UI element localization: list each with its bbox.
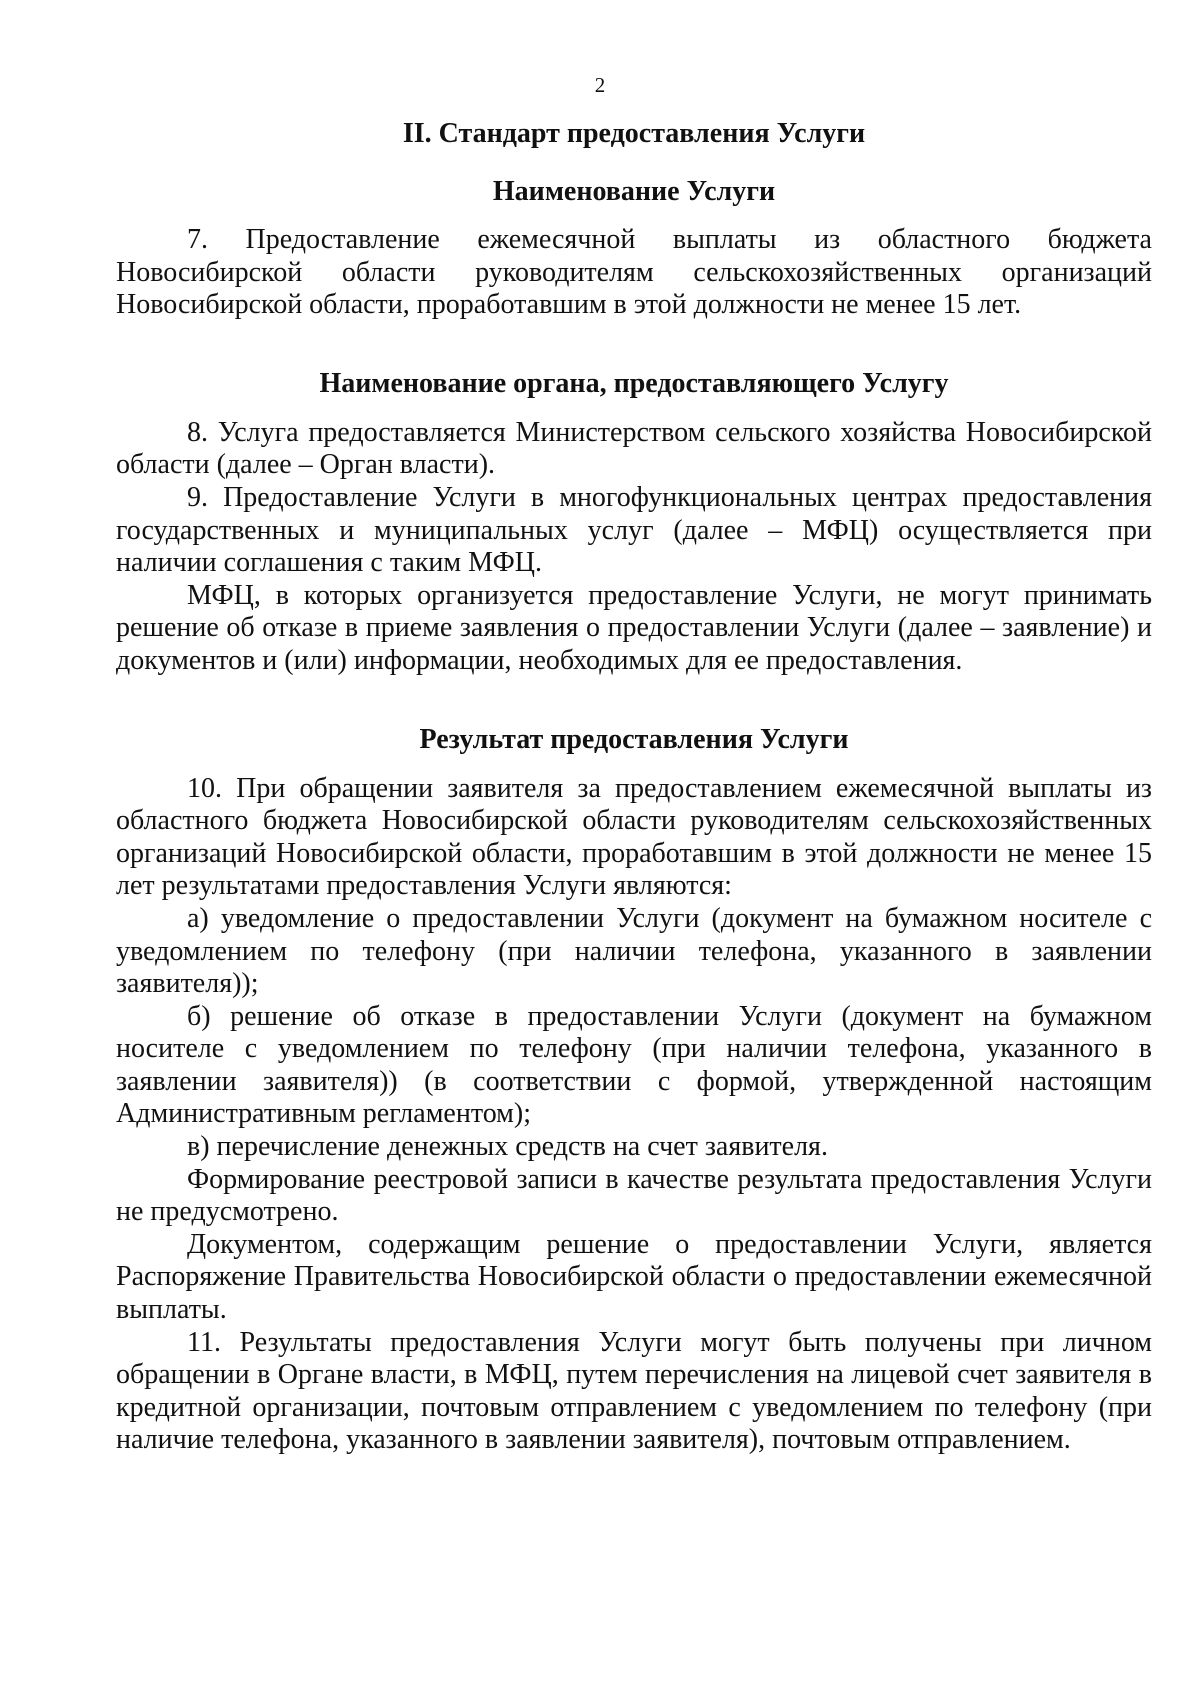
document-body: [116, 118, 1152, 1457]
paragraph-10-c: в) перечисление денежных средств на счет заявителя.: [187, 1131, 828, 1163]
paragraph-9: 9. Предоставление Услуги в многофункциональных центрах предоставления государственных и муниципальных услуг (далее – МФЦ) осуществляется при наличии соглашения с таким МФЦ.: [116, 481, 1152, 579]
paragraph-7: 7. Предоставление ежемесячной выплаты из областного бюджета Новосибирской области руководителям сельскохозяйственных организаций Новосибирской области, проработавшим в этой должности не менее 15 лет.: [116, 224, 1152, 321]
paragraph-10-b: б) решение об отказе в предоставлении Услуги (документ на бумажном носителе с уведомлением по телефону (при наличии телефона, указанного в заявлении заявителя)) (в соответствии с формой, утвержденной настоящим Административным регламентом);: [116, 1000, 1152, 1130]
section-title: II. Стандарт предоставления Услуги: [402, 118, 866, 149]
heading-service-authority: Наименование органа, предоставляющего Услугу: [319, 367, 949, 399]
paragraph-8: 8. Услуга предоставляется Министерством сельского хозяйства Новосибирской области (далее – Орган власти).: [116, 416, 1152, 481]
heading-service-name: Наименование Услуги: [492, 176, 776, 207]
paragraph-registry-record: Формирование реестровой записи в качестве результата предоставления Услуги не предусмотрено.: [116, 1163, 1152, 1228]
heading-service-result: Результат предоставления Услуги: [419, 723, 849, 755]
paragraph-10: 10. При обращении заявителя за предоставлением ежемесячной выплаты из областного бюджета Новосибирской области руководителям сельскохозяйственных организаций Новосибирской области, проработавшим в этой должности не менее 15 лет результатами предоставления Услуги являются:: [116, 772, 1152, 902]
paragraph-11: 11. Результаты предоставления Услуги могут быть получены при личном обращении в Органе власти, в МФЦ, путем перечисления на лицевой счет заявителя в кредитной организации, почтовым отправлением с уведомлением по телефону (при наличие телефона, указанного в заявлении заявителя), почтовым отправлением.: [116, 1326, 1152, 1456]
paragraph-decision-document: Документом, содержащим решение о предоставлении Услуги, является Распоряжение Правительства Новосибирской области о предоставлении ежемесячной выплаты.: [116, 1228, 1152, 1326]
page-number: 2: [594, 73, 606, 97]
paragraph-10-a: а) уведомление о предоставлении Услуги (документ на бумажном носителе с уведомлением по телефону (при наличии телефона, указанного в заявлении заявителя));: [116, 902, 1152, 1000]
paragraph-mfc-refusal: МФЦ, в которых организуется предоставление Услуги, не могут принимать решение об отказе в приеме заявления о предоставлении Услуги (далее – заявление) и документов и (или) информации, необходимых для ее предоставления.: [116, 579, 1152, 676]
